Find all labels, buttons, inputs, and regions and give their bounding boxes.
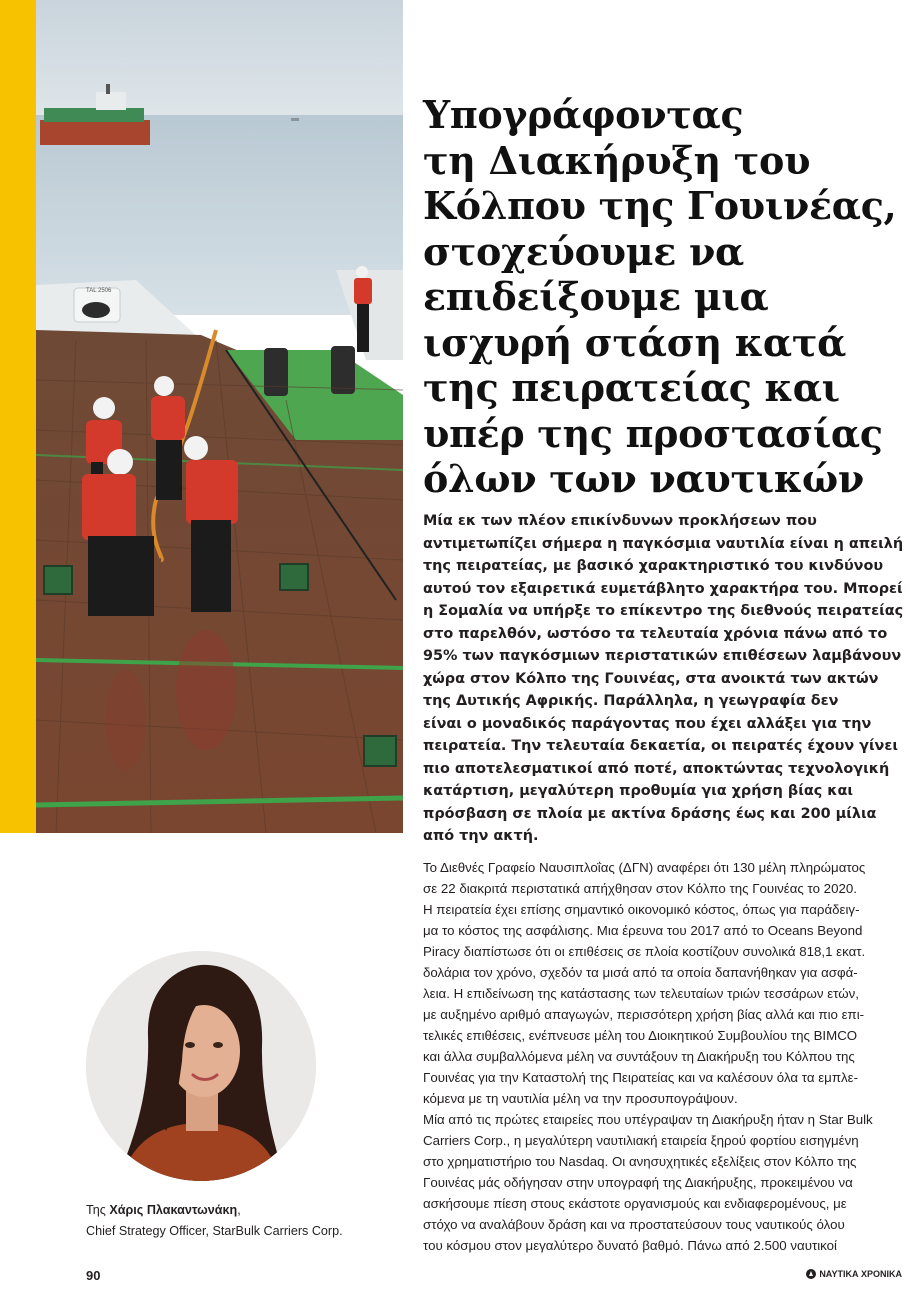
lead-line: στο παρελθόν, ωστόσο τα τελευταία χρόνια πάνω από το <box>423 625 888 642</box>
author-portrait <box>86 951 316 1181</box>
ship-deck-photo <box>36 0 403 833</box>
body-line: Το Διεθνές Γραφείο Ναυσιπλοΐας (ΔΓΝ) αναφέρει ότι 130 μέλη πληρώματος <box>423 860 866 875</box>
lead-line: η Σομαλία να υπήρξε το επίκεντρο της διεθνούς πειρατείας <box>423 603 904 619</box>
author-prefix: Της <box>86 1203 106 1217</box>
author-suffix: , <box>237 1203 241 1217</box>
author-role: Chief Strategy Officer, StarBulk Carriers Corp. <box>86 1224 343 1238</box>
lead-line: πειρατεία. Την τελευταία δεκαετία, οι πειρατές έχουν γίνει <box>423 738 898 754</box>
body-line: Μία από τις πρώτες εταιρείες που υπέγραψαν τη Διακήρυξη ήταν η Star Bulk <box>423 1112 873 1127</box>
author-line <box>86 1200 406 1221</box>
lead-line: είναι ο μοναδικός παράγοντας που έχει αλλάξει για την <box>423 715 872 732</box>
body-line: του κόσμου στον μεγαλύτερο δυνατό βαθμό. Πάνω από 2.500 ναυτικοί <box>423 1238 838 1253</box>
page-number: 90 <box>86 1268 101 1283</box>
body-line: ασκήσουμε πίεση στους εκάστοτε οργανισμούς και ενδιαφερομένους, με <box>423 1196 847 1211</box>
headline-line: υπέρ της προστασίας <box>423 410 883 456</box>
lead-line: πιο αποτελεσματικοί από ποτέ, αποκτώντας τεχνολογική <box>423 760 890 777</box>
body-line: δολάρια τον χρόνο, σχεδόν τα μισά από τα οποία δαπανήθηκαν για ασφά- <box>423 965 858 980</box>
body-line: Γουινέας μάς οδήγησαν στην υπογραφή της Διακήρυξης, προκειμένου να <box>423 1175 853 1190</box>
crew-member <box>184 436 238 612</box>
author-name: Χάρις Πλακαντωνάκη <box>109 1203 238 1217</box>
body-line: λεια. Η επιδείνωση της κατάστασης των τελευταίων τριών τεσσάρων ετών, <box>423 986 859 1001</box>
ship-marking: TAL 2506 <box>86 288 112 294</box>
lead-line: αντιμετωπίζει σήμερα η παγκόσμια ναυτιλία είναι η απειλή <box>423 535 904 552</box>
body-text <box>423 857 909 1256</box>
body-line: σε 22 διακριτά περιστατικά απήχθησαν στον Κόλπο της Γουινέας το 2020. <box>423 881 857 896</box>
headline-line: τη Διακήρυξη του <box>423 137 811 183</box>
lead-line: της Δυτικής Αφρικής. Παράλληλα, η γεωγραφία δεν <box>423 693 839 709</box>
headline <box>423 92 897 502</box>
author-caption <box>86 1200 406 1242</box>
headline-line: όλων των ναυτικών <box>423 456 864 501</box>
body-line: στόχο να αναλάβουν δράση και να προστατεύσουν τους ναυτικούς όλου <box>423 1217 845 1232</box>
lead-line: από την ακτή. <box>423 828 539 844</box>
lead-paragraph <box>423 510 904 848</box>
lead-line: της πειρατείας, με βασικό χαρακτηριστικό του κινδύνου <box>423 558 884 574</box>
body-line: κόμενα με τη ναυτιλία μέλη να την προσυπογράψουν. <box>423 1091 738 1106</box>
brand-logo-icon <box>806 1269 816 1279</box>
body-line: Γουινέας για την Καταστολή της Πειρατείας και να καλέσουν όλα τα εμπλε- <box>423 1070 858 1085</box>
headline-line: της πειρατείας και <box>423 365 840 410</box>
lead-line: πρόσβαση σε πλοία με ακτίνα δράσης έως και 200 μίλια <box>423 805 877 822</box>
body-line: και άλλα συμβαλλόμενα μέλη να συντάξουν τη Διακήρυξη του Κόλπου της <box>423 1049 855 1064</box>
headline-line: Κόλπου της Γουινέας, <box>423 183 897 228</box>
body-line: τελικές επιθέσεις, ενέπνευσε μέλη του Διοικητικού Συμβουλίου της BIMCO <box>423 1028 858 1043</box>
body-line: Piracy διαπίστωσε ότι οι επιθέσεις σε πλοία κοστίζουν συνολικά 818,1 εκατ. <box>423 944 866 959</box>
lead-line: Μία εκ των πλέον επικίνδυνων προκλήσεων που <box>423 513 817 529</box>
lead-line: κατάρτιση, μεγαλύτερη προθυμία για χρήση βίας και <box>423 783 853 799</box>
body-line: στο χρηματιστήριο του Nasdaq. Οι ανησυχητικές εξελίξεις στον Κόλπο της <box>423 1154 857 1169</box>
lead-line: χώρα στον Κόλπο της Γουινέας, στα ανοικτά των ακτών <box>423 670 879 687</box>
accent-bar <box>0 0 36 833</box>
body-line: με αυξημένο αριθμό απαγωγών, περισσότερη χρήση βίας αλλά και πιο επι- <box>423 1007 865 1022</box>
lead-line: αυτού τον εξαιρετικά ευμετάβλητο χαρακτήρα του. Μπορεί <box>423 580 903 597</box>
headline-line: επιδείξουμε μια <box>423 274 769 319</box>
body-line: μα το κόστος της ασφάλισης. Μια έρευνα του 2017 από το Oceans Beyond <box>423 923 863 938</box>
body-line: Η πειρατεία έχει επίσης σημαντικό οικονομικό κόστος, όπως για παράδειγ- <box>423 902 860 917</box>
brand-name: ΝΑΥΤΙΚΑ ΧΡΟΝΙΚΑ <box>819 1269 902 1279</box>
headline-line: ισχυρή στάση κατά <box>423 319 847 365</box>
headline-line: στοχεύουμε να <box>423 228 744 274</box>
lead-line: 95% των παγκόσμιων περιστατικών επιθέσεων λαμβάνουν <box>423 648 902 664</box>
body-line: Carriers Corp., η μεγαλύτερη ναυτιλιακή εταιρεία ξηρού φορτίου εισηγμένη <box>423 1133 859 1148</box>
publication-brand <box>806 1269 902 1279</box>
headline-line: Υπογράφοντας <box>423 92 744 137</box>
